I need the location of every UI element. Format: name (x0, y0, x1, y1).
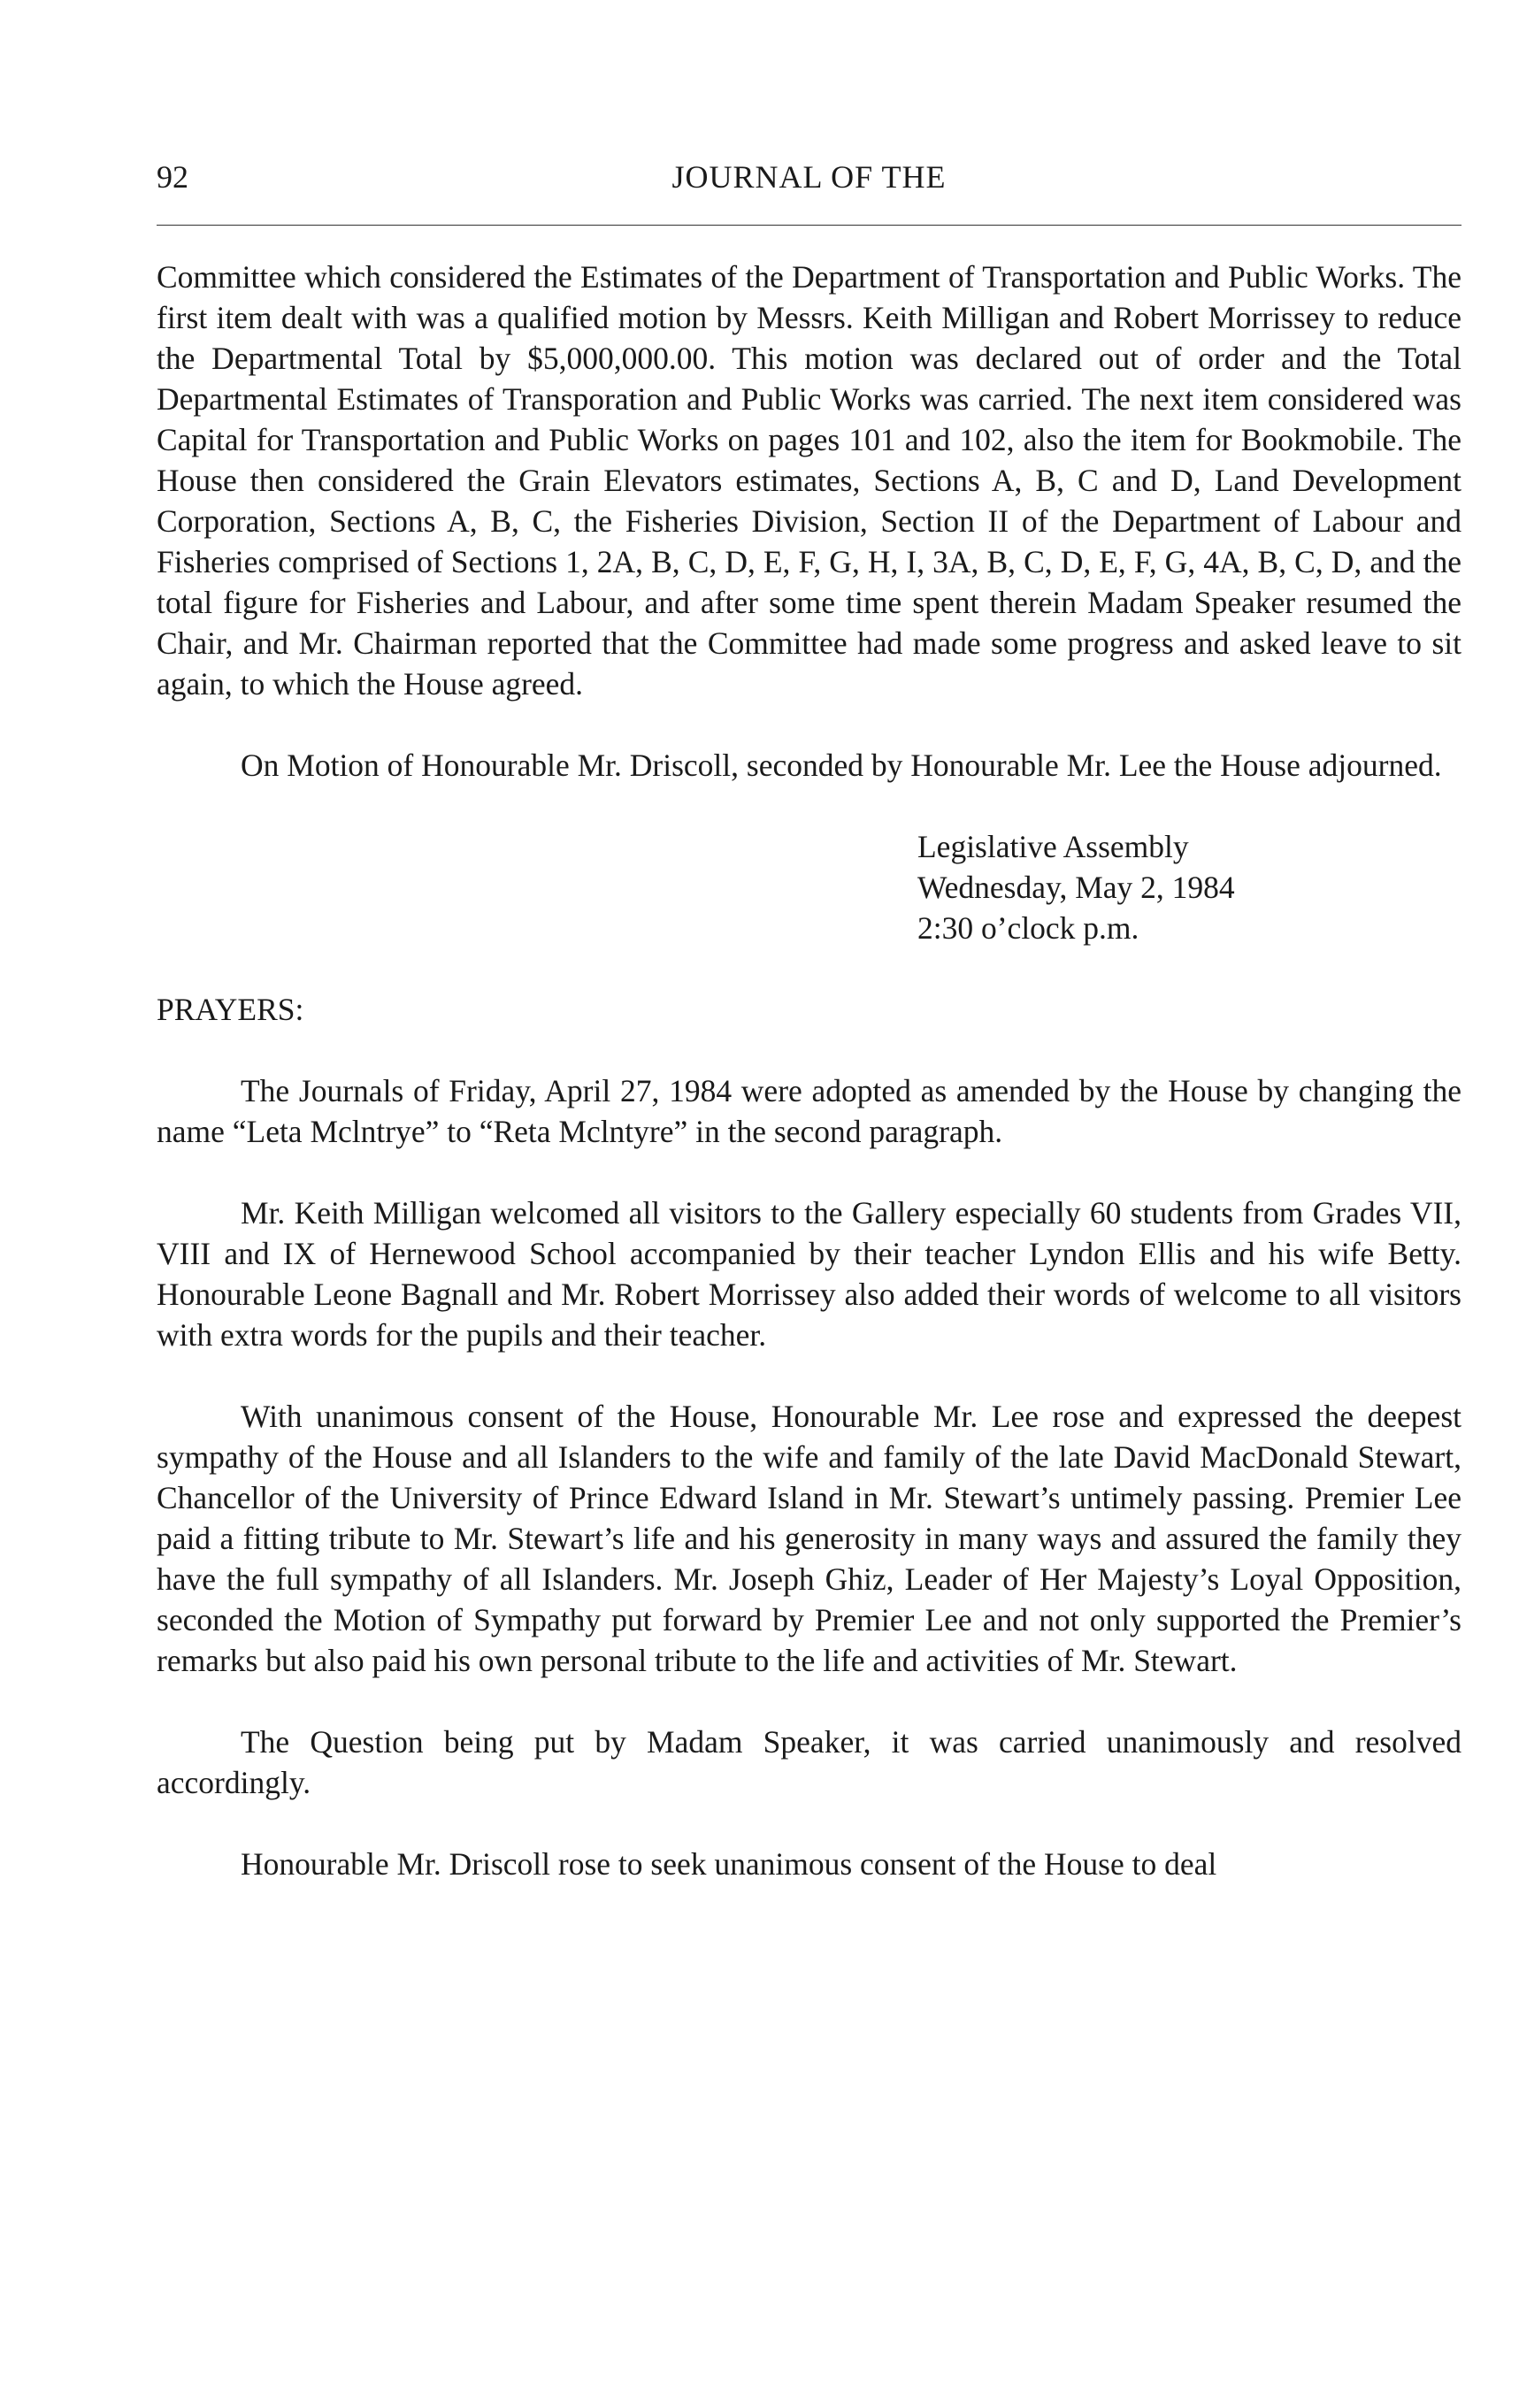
paragraph-welcome-visitors: Mr. Keith Milligan welcomed all visitors to the Gallery especially 60 students from Grades VII, VIII and IX of Hernewood School accompanied by their teacher Lyndon Ellis and his wife Betty. Honourable Leone Bagnall and Mr. Robert Morrissey also added their words of welcome to all visitors with extra words for the pupils and their teacher. (157, 1195, 1461, 1353)
dateline-place: Legislative Assembly (917, 829, 1189, 864)
sitting-dateline (917, 826, 1461, 948)
prayers-heading: PRAYERS: (157, 992, 304, 1027)
paragraph-adjournment: On Motion of Honourable Mr. Driscoll, seconded by Honourable Mr. Lee the House adjourned. (241, 748, 1442, 783)
page-body (157, 257, 1461, 1884)
dateline-time: 2:30 o’clock p.m. (917, 910, 1139, 946)
journal-page (157, 0, 1461, 2408)
paragraph-unanimous-consent: Honourable Mr. Driscoll rose to seek unanimous consent of the House to deal (241, 1846, 1217, 1882)
paragraph-committee-report: Committee which considered the Estimates of the Department of Transportation and Public Works. The first item dealt with was a qualified motion by Messrs. Keith Milligan and Robert Morrissey to reduce the Departmental Total by $5,000,000.00. This motion was declared out of order and the Total Departmental Estimates of Transporation and Public Works was carried. The next item considered was Capital for Transportation and Public Works on pages 101 and 102, also the item for Bookmobile. The House then considered the Grain Elevators estimates, Sections A, B, C and D, Land Development Corporation, Sections A, B, C, the Fisheries Division, Section II of the Department of Labour and Fisheries comprised of Sections 1, 2A, B, C, D, E, F, G, H, I, 3A, B, C, D, E, F, G, 4A, B, C, D, and the total figure for Fisheries and Labour, and after some time spent therein Madam Speaker resumed the Chair, and Mr. Chairman reported that the Committee had made some progress and asked leave to sit again, to which the House agreed. (157, 259, 1461, 702)
running-head: JOURNAL OF THE (671, 159, 947, 195)
dateline-date: Wednesday, May 2, 1984 (917, 870, 1235, 905)
paragraph-journals-adopted: The Journals of Friday, April 27, 1984 were adopted as amended by the House by changing the name “Leta Mclntrye” to “Reta Mclntyre” in the second paragraph. (157, 1073, 1461, 1149)
header-rule (157, 225, 1461, 226)
page-number: 92 (157, 159, 188, 195)
paragraph-sympathy-motion: With unanimous consent of the House, Honourable Mr. Lee rose and expressed the deepest sympathy of the House and all Islanders to the wife and family of the late David MacDonald Stewart, Chancellor of the University of Prince Edward Island in Mr. Stewart’s untimely passing. Premier Lee paid a fitting tribute to Mr. Stewart’s life and his generosity in many ways and assured the family they have the full sympathy of all Islanders. Mr. Joseph Ghiz, Leader of Her Majesty’s Loyal Opposition, seconded the Motion of Sympathy put forward by Premier Lee and not only supported the Premier’s remarks but also paid his own personal tribute to the life and activities of Mr. Stewart. (157, 1399, 1461, 1678)
paragraph-question-carried: The Question being put by Madam Speaker, it was carried unanimously and resolved accordingly. (157, 1724, 1461, 1800)
page-header (157, 157, 1461, 196)
